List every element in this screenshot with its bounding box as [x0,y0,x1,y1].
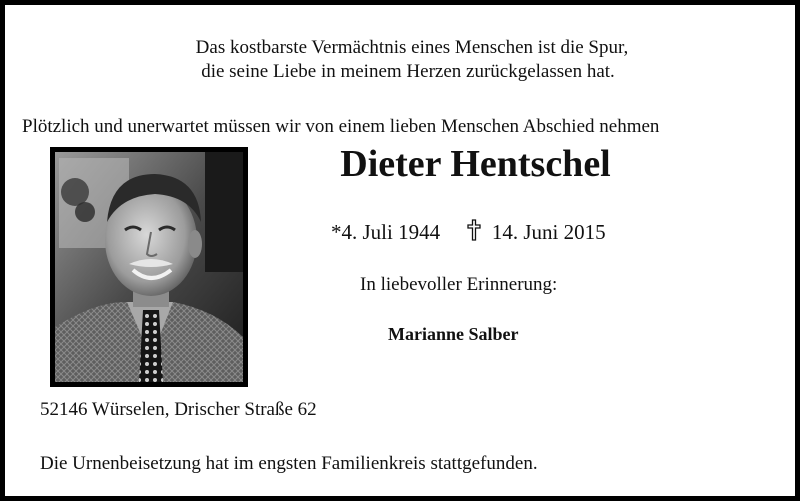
memory-line: In liebevoller Erinnerung: [360,274,558,295]
quote-line-1: Das kostbarste Vermächtnis eines Menschen ist die Spur, [195,37,629,58]
birth-date: *4. Juli 1944 [331,220,441,244]
cross-icon [467,219,481,247]
burial-note: Die Urnenbeisetzung hat im engsten Familienkreis stattgefunden. [40,453,538,474]
address: 52146 Würselen, Drischer Straße 62 [40,399,317,420]
portrait-illustration [55,152,243,382]
quote-line-2: die seine Liebe in meinem Herzen zurückgelassen hat. [201,61,615,82]
death-date: 14. Juni 2015 [491,220,606,244]
intro-text: Plötzlich und unerwartet müssen wir von einem lieben Menschen Abschied nehmen [22,116,660,137]
portrait-photo [50,147,248,387]
life-dates [331,219,606,247]
deceased-name: Dieter Hentschel [340,143,611,185]
mourner-name: Marianne Salber [388,324,519,344]
